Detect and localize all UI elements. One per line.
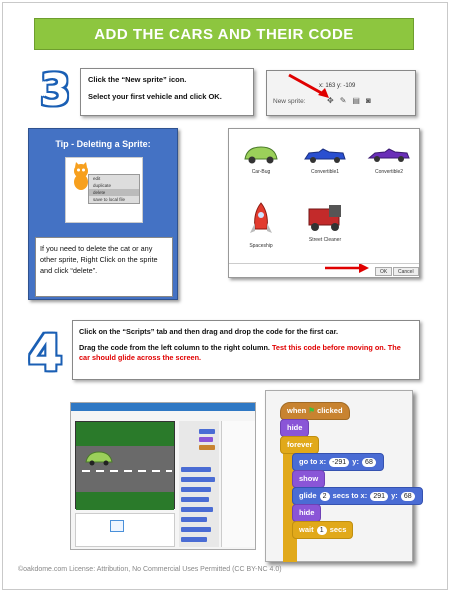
palette-block[interactable] (199, 429, 215, 434)
choose-sprite-icon[interactable]: ✥ (327, 96, 334, 105)
hide-label: hide (287, 423, 303, 432)
sprite-label: Car-Bug (251, 169, 271, 175)
wait-block[interactable] (292, 521, 353, 539)
glide-label: glide (299, 491, 317, 500)
palette-block[interactable] (181, 477, 215, 482)
hide-block-2[interactable] (292, 504, 321, 522)
glide-x-input[interactable]: 291 (370, 492, 388, 501)
clicked-label: clicked (317, 406, 343, 415)
step4-line2-black: Drag the code from the left column to the right column. (79, 343, 270, 352)
step3-line1: Click the “New sprite” icon. (88, 75, 187, 84)
coords-readout: x: 163 y: -109 (319, 83, 356, 89)
step3-line2: Select your first vehicle and click OK. (88, 92, 222, 101)
forever-label: forever (287, 440, 313, 449)
tip-text: If you need to delete the cat or any other sprite, Right Click on the sprite and click “delete”. (35, 237, 173, 297)
palette-block[interactable] (181, 497, 209, 502)
menu-item-delete[interactable]: delete (89, 189, 139, 196)
context-menu (88, 174, 140, 204)
palette-block[interactable] (199, 437, 213, 442)
tip-panel (28, 128, 178, 300)
show-label: show (299, 474, 319, 483)
sprite-convertible2[interactable] (359, 143, 419, 175)
sprite-spaceship[interactable] (231, 201, 291, 249)
spaceship-icon (249, 201, 273, 239)
sprite-thumbnail[interactable] (110, 520, 124, 532)
sprite-label: Spaceship (249, 243, 273, 249)
go-to-y-label: y: (352, 457, 359, 466)
when-label: when (287, 406, 307, 415)
go-to-block[interactable] (292, 453, 384, 471)
hide-label: hide (299, 508, 315, 517)
license-footer: ©oakdome.com License: Attribution, No Commercial Uses Permitted (CC BY-NC 4.0) (18, 566, 282, 573)
car-bug-icon (241, 143, 281, 165)
tip-screenshot (65, 157, 143, 223)
new-sprite-icons (327, 96, 371, 105)
ok-button[interactable]: OK (375, 267, 392, 276)
glide-secs-input[interactable]: 2 (320, 492, 330, 501)
when-flag-clicked-block[interactable] (280, 402, 350, 420)
sprite-label: Convertible1 (310, 169, 340, 175)
stage-grass-top (76, 422, 174, 446)
sprite-label: Street Cleaner (308, 237, 342, 243)
camera-icon[interactable]: ◙ (365, 96, 371, 105)
sprite-convertible1[interactable] (295, 143, 355, 175)
step4-line2-red: Test this code before moving on. The car should glide across the screen. (79, 343, 401, 362)
step3-instructions (80, 68, 254, 116)
green-flag-icon: ⚑ (308, 406, 315, 415)
street-cleaner-icon (303, 203, 347, 233)
sprite-library (228, 128, 420, 278)
secs-label: secs (329, 525, 347, 534)
wait-label: wait (299, 525, 314, 534)
cancel-button[interactable]: Cancel (393, 267, 419, 276)
sprite-car-bug[interactable] (231, 143, 291, 175)
sprites-pane (75, 513, 175, 547)
palette-block[interactable] (181, 487, 211, 492)
go-to-x-input[interactable]: -291 (329, 458, 349, 467)
go-to-label: go to x: (299, 457, 327, 466)
convertible1-icon (303, 143, 347, 165)
title-banner (34, 18, 414, 50)
palette-block[interactable] (181, 527, 211, 532)
upload-icon[interactable]: ▤ (352, 96, 360, 105)
show-block[interactable] (292, 470, 325, 488)
go-to-y-input[interactable]: 68 (362, 458, 376, 467)
glide-block[interactable] (292, 487, 423, 505)
lane-line (82, 470, 172, 472)
glide-mid-label: secs to x: (332, 491, 368, 500)
forever-block[interactable] (280, 436, 319, 454)
sprite-street-cleaner[interactable] (295, 203, 355, 243)
menu-item-edit[interactable]: edit (93, 176, 101, 181)
scratch-menubar (71, 403, 255, 411)
stage-grass-bottom (76, 492, 174, 510)
glide-y-input[interactable]: 68 (401, 492, 415, 501)
glide-y-label: y: (391, 491, 398, 500)
hide-block[interactable] (280, 419, 309, 437)
palette-block[interactable] (181, 537, 207, 542)
tip-title: Tip - Deleting a Sprite: (55, 139, 151, 149)
menu-item-save[interactable]: save to local file (93, 197, 126, 202)
scripts-area[interactable] (221, 421, 255, 547)
step-number-4: 4 (28, 324, 63, 382)
step-number-3: 3 (40, 65, 71, 116)
new-sprite-label: New sprite: (273, 98, 306, 105)
step4-instructions (72, 320, 420, 380)
palette-block[interactable] (181, 467, 211, 472)
scratch-editor-screenshot (70, 402, 256, 550)
block-palette (179, 421, 219, 547)
convertible2-icon (367, 143, 411, 165)
wait-secs-input[interactable]: 1 (317, 526, 327, 535)
menu-item-duplicate[interactable]: duplicate (93, 183, 112, 188)
paint-brush-icon[interactable]: ✎ (339, 96, 347, 105)
step4-line2 (79, 343, 413, 363)
palette-block[interactable] (199, 445, 215, 450)
sprite-label: Convertible2 (374, 169, 404, 175)
library-footer (229, 263, 419, 277)
palette-block[interactable] (181, 517, 207, 522)
palette-block[interactable] (181, 507, 213, 512)
stage (75, 421, 175, 509)
car-bug-icon (84, 450, 114, 466)
new-sprite-toolbar (266, 70, 416, 116)
page-title: ADD THE CARS AND THEIR CODE (94, 25, 354, 43)
step4-line1: Click on the “Scripts” tab and then drag and drop the code for the first car. (79, 327, 339, 336)
